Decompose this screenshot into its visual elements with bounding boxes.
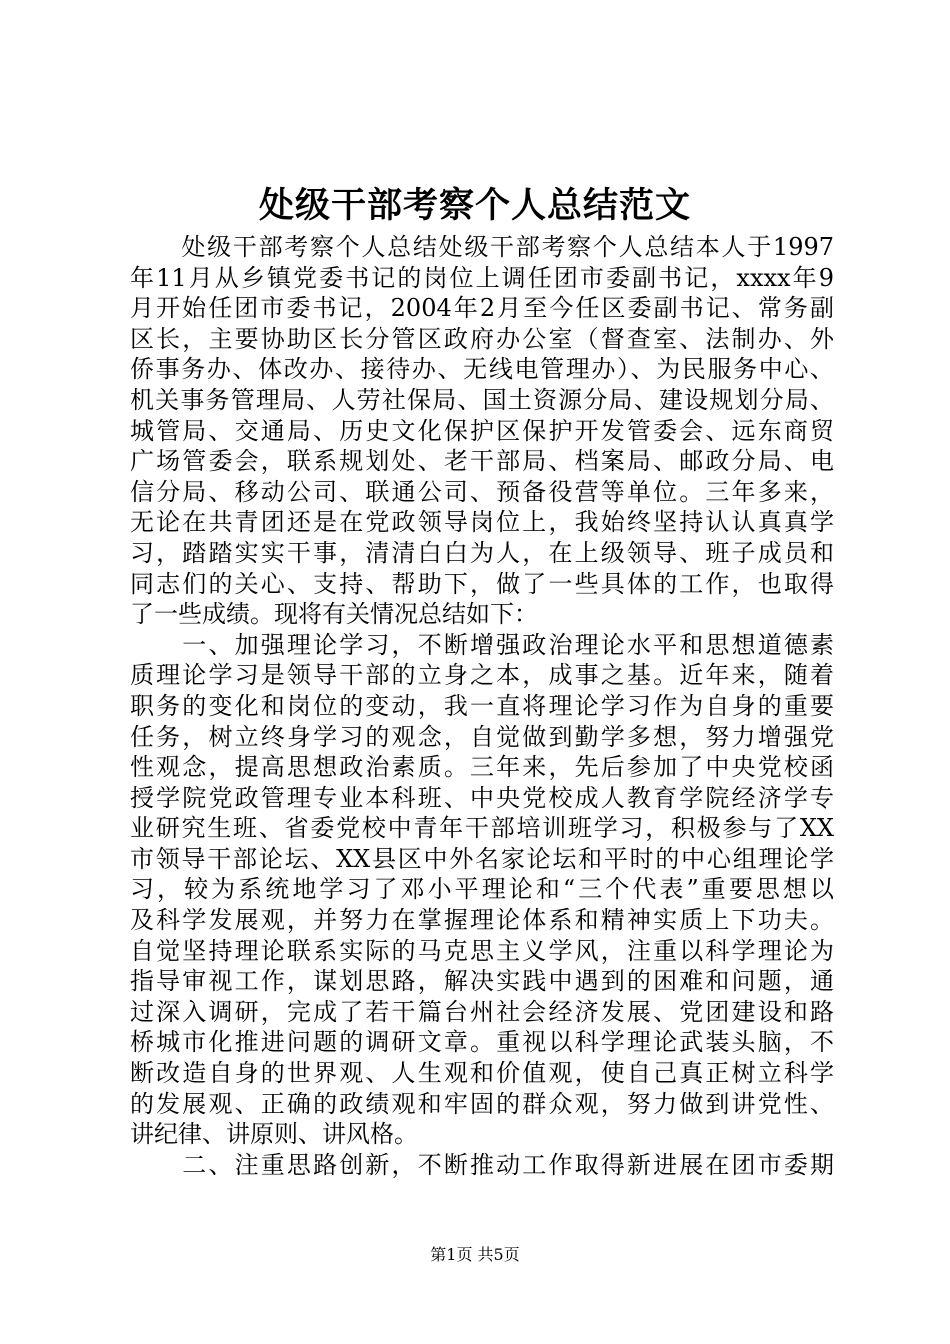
body-line: 的发展观、正确的政绩观和牢固的群众观，努力做到讲党性、 [130, 1089, 834, 1118]
body-line: 一、加强理论学习，不断增强政治理论水平和思想道德素 [130, 630, 834, 659]
body-line: 质理论学习是领导干部的立身之本，成事之基。近年来，随着 [130, 661, 834, 690]
body-line: 侨事务办、体改办、接待办、无线电管理办）、为民服务中心、 [130, 355, 834, 384]
body-line: 无论在共青团还是在党政领导岗位上，我始终坚持认认真真学 [130, 508, 834, 537]
body-line: 市领导干部论坛、XX县区中外名家论坛和平时的中心组理论学 [130, 844, 834, 873]
body-line: 授学院党政管理专业本科班、中央党校成人教育学院经济学专 [130, 783, 834, 812]
body-line: 同志们的关心、支持、帮助下，做了一些具体的工作，也取得 [130, 569, 834, 598]
body-line: 区长，主要协助区长分管区政府办公室（督查室、法制办、外 [130, 324, 834, 353]
body-line: 业研究生班、省委党校中青年干部培训班学习，积极参与了XX [130, 814, 834, 843]
body-line: 自觉坚持理论联系实际的马克思主义学风，注重以科学理论为 [130, 936, 834, 965]
body-line: 处级干部考察个人总结处级干部考察个人总结本人于1997 [130, 233, 834, 261]
body-line: 习，较为系统地学习了邓小平理论和“三个代表”重要思想以 [130, 875, 834, 904]
body-line: 桥城市化推进问题的调研文章。重视以科学理论武装头脑，不 [130, 1028, 834, 1057]
body-line: 广场管委会，联系规划处、老干部局、档案局、邮政分局、电 [130, 447, 834, 476]
body-line: 二、注重思路创新，不断推动工作取得新进展在团市委期 [130, 1150, 834, 1179]
body-line: 及科学发展观，并努力在掌握理论体系和精神实质上下功夫。 [130, 906, 834, 935]
body-line: 了一些成绩。现将有关情况总结如下： [130, 600, 538, 629]
body-line: 信分局、移动公司、联通公司、预备役营等单位。三年多来， [130, 477, 834, 506]
page-footer: 第1页 共5页 [430, 1245, 520, 1264]
body-line: 年11月从乡镇党委书记的岗位上调任团市委副书记，xxxx年9 [130, 263, 834, 292]
body-line: 指导审视工作，谋划思路，解决实践中遇到的困难和问题，通 [130, 967, 834, 996]
body-line: 城管局、交通局、历史文化保护区保护开发管委会、远东商贸 [130, 416, 834, 445]
body-line: 职务的变化和岗位的变动，我一直将理论学习作为自身的重要 [130, 691, 834, 720]
body-line: 机关事务管理局、人劳社保局、国土资源分局、建设规划分局、 [130, 385, 834, 414]
body-line: 断改造自身的世界观、人生观和价值观，使自己真正树立科学 [130, 1059, 834, 1088]
document-title: 处级干部考察个人总结范文 [258, 185, 691, 226]
body-line: 习，踏踏实实干事，清清白白为人，在上级领导、班子成员和 [130, 538, 834, 567]
body-line: 讲纪律、讲原则、讲风格。 [130, 1120, 418, 1149]
document-body [130, 232, 834, 1180]
body-line: 任务，树立终身学习的观念，自觉做到勤学多想，努力增强党 [130, 722, 834, 751]
body-line: 过深入调研，完成了若干篇台州社会经济发展、党团建设和路 [130, 997, 834, 1026]
body-line: 月开始任团市委书记，2004年2月至今任区委副书记、常务副 [130, 294, 834, 323]
body-line: 性观念，提高思想政治素质。三年来，先后参加了中央党校函 [130, 753, 834, 782]
